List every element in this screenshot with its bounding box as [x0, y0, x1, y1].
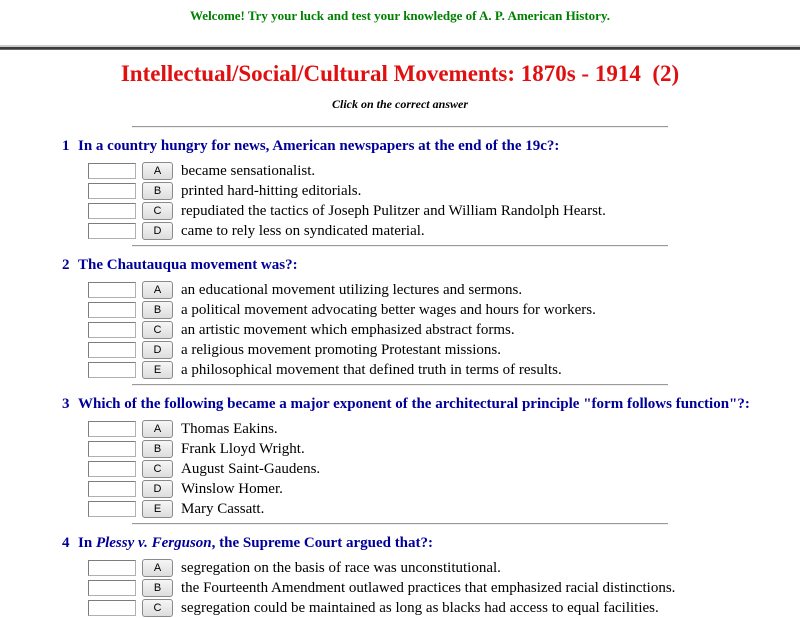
- answer-result-input[interactable]: [88, 302, 136, 318]
- option-row-a: [0, 419, 800, 439]
- welcome-banner: Welcome! Try your luck and test your knowledge of A. P. American History.: [190, 8, 610, 23]
- option-row-c: [0, 598, 800, 618]
- option-button-b[interactable]: B: [142, 440, 173, 458]
- option-row-d: [0, 340, 800, 360]
- option-button-e[interactable]: E: [142, 361, 173, 379]
- option-row-b: [0, 439, 800, 459]
- option-row-a: [0, 280, 800, 300]
- answer-result-input[interactable]: [88, 461, 136, 477]
- question-text-segment: Which of the following became a major exponent of the architectural principle "form follows function"?:: [78, 396, 750, 412]
- question-number: 2: [62, 257, 70, 273]
- option-text: Winslow Homer.: [181, 480, 283, 497]
- answer-result-input[interactable]: [88, 223, 136, 239]
- option-text: the Fourteenth Amendment outlawed practices that emphasized racial distinctions.: [181, 579, 676, 596]
- question-number: 4: [62, 535, 70, 551]
- answer-result-input[interactable]: [88, 163, 136, 179]
- option-text: Frank Lloyd Wright.: [181, 440, 305, 457]
- section-divider: [132, 384, 668, 386]
- answer-result-input[interactable]: [88, 481, 136, 497]
- option-row-a: [0, 558, 800, 578]
- option-text: August Saint-Gaudens.: [181, 460, 321, 477]
- question-text: [78, 535, 433, 552]
- option-row-b: [0, 300, 800, 320]
- option-text: repudiated the tactics of Joseph Pulitzer and William Randolph Hearst.: [181, 202, 606, 219]
- option-button-b[interactable]: B: [142, 182, 173, 200]
- option-text: a political movement advocating better wages and hours for workers.: [181, 301, 596, 318]
- option-button-c[interactable]: C: [142, 321, 173, 339]
- option-list: [0, 558, 800, 618]
- option-list: [0, 280, 800, 380]
- answer-result-input[interactable]: [88, 183, 136, 199]
- option-button-b[interactable]: B: [142, 579, 173, 597]
- answer-result-input[interactable]: [88, 441, 136, 457]
- section-divider: [132, 245, 668, 247]
- question-number: 1: [62, 138, 70, 154]
- option-text: a philosophical movement that defined truth in terms of results.: [181, 361, 562, 378]
- answer-result-input[interactable]: [88, 362, 136, 378]
- question-block-2: [0, 257, 800, 380]
- page-title: Intellectual/Social/Cultural Movements: 1870s - 1914 (2): [120, 61, 680, 86]
- option-button-c[interactable]: C: [142, 599, 173, 617]
- option-row-d: [0, 221, 800, 241]
- option-button-a[interactable]: A: [142, 420, 173, 438]
- question-number: 3: [62, 396, 70, 412]
- option-row-e: [0, 499, 800, 519]
- header-rule: [0, 45, 800, 50]
- quiz-instruction: Click on the correct answer: [331, 97, 468, 111]
- option-button-d[interactable]: D: [142, 341, 173, 359]
- option-button-d[interactable]: D: [142, 480, 173, 498]
- option-row-c: [0, 320, 800, 340]
- option-text: segregation could be maintained as long as blacks had access to equal facilities.: [181, 599, 659, 616]
- option-row-c: [0, 201, 800, 221]
- question-text-italic: Plessy v. Ferguson: [95, 535, 212, 551]
- question-heading: [0, 257, 800, 274]
- question-heading: [0, 535, 800, 552]
- option-button-c[interactable]: C: [142, 460, 173, 478]
- option-button-b[interactable]: B: [142, 301, 173, 319]
- answer-result-input[interactable]: [88, 322, 136, 338]
- option-text: Mary Cassatt.: [181, 500, 265, 517]
- answer-result-input[interactable]: [88, 342, 136, 358]
- option-row-b: [0, 578, 800, 598]
- question-text-segment: , the Supreme Court argued that?:: [211, 535, 434, 551]
- question-text: [78, 257, 298, 274]
- option-text: printed hard-hitting editorials.: [181, 182, 362, 199]
- question-text-segment: In: [78, 535, 96, 551]
- section-divider: [132, 523, 668, 525]
- option-text: became sensationalist.: [181, 162, 316, 179]
- option-row-e: [0, 360, 800, 380]
- question-block-3: [0, 396, 800, 519]
- option-button-a[interactable]: A: [142, 162, 173, 180]
- option-row-b: [0, 181, 800, 201]
- question-text: [78, 396, 750, 413]
- question-block-4: [0, 535, 800, 618]
- answer-result-input[interactable]: [88, 501, 136, 517]
- option-text: a religious movement promoting Protestant missions.: [181, 341, 501, 358]
- option-button-c[interactable]: C: [142, 202, 173, 220]
- option-text: Thomas Eakins.: [181, 420, 278, 437]
- answer-result-input[interactable]: [88, 560, 136, 576]
- option-text: came to rely less on syndicated material.: [181, 222, 425, 239]
- answer-result-input[interactable]: [88, 203, 136, 219]
- option-row-a: [0, 161, 800, 181]
- question-text: [78, 138, 559, 155]
- option-list: [0, 161, 800, 241]
- question-text-segment: The Chautauqua movement was?:: [78, 257, 298, 273]
- question-heading: [0, 138, 800, 155]
- answer-result-input[interactable]: [88, 421, 136, 437]
- option-button-a[interactable]: A: [142, 281, 173, 299]
- question-heading: [0, 396, 800, 413]
- answer-result-input[interactable]: [88, 580, 136, 596]
- option-button-e[interactable]: E: [142, 500, 173, 518]
- option-list: [0, 419, 800, 519]
- option-button-a[interactable]: A: [142, 559, 173, 577]
- option-row-d: [0, 479, 800, 499]
- section-divider: [132, 126, 668, 128]
- question-list: [0, 126, 800, 618]
- answer-result-input[interactable]: [88, 282, 136, 298]
- question-text-segment: In a country hungry for news, American newspapers at the end of the 19c?:: [78, 138, 560, 154]
- option-text: an educational movement utilizing lectures and sermons.: [181, 281, 523, 298]
- answer-result-input[interactable]: [88, 600, 136, 616]
- option-row-c: [0, 459, 800, 479]
- option-text: an artistic movement which emphasized abstract forms.: [181, 321, 515, 338]
- question-block-1: [0, 138, 800, 241]
- option-button-d[interactable]: D: [142, 222, 173, 240]
- option-text: segregation on the basis of race was unconstitutional.: [181, 559, 501, 576]
